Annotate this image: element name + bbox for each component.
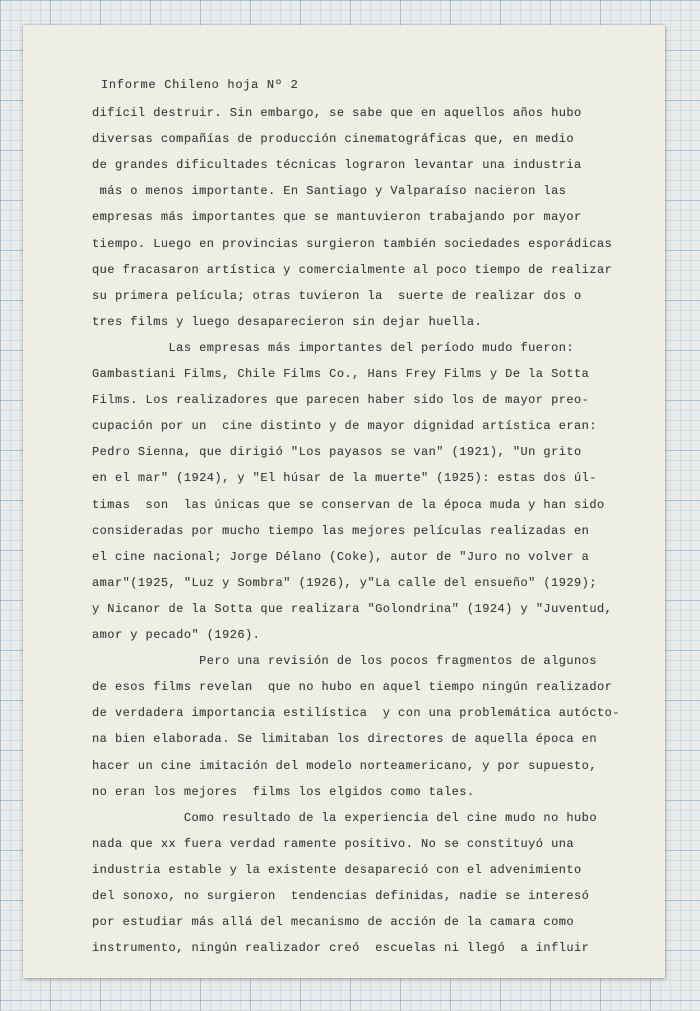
text-line: Pero una revisión de los pocos fragmentos de algunos	[92, 654, 597, 669]
page-header: Informe Chileno hoja Nº 2	[101, 78, 299, 92]
text-line: difícil destruir. Sin embargo, se sabe que en aquellos años hubo	[92, 106, 582, 120]
text-line: cupación por un cine distinto y de mayor dignidad artística eran:	[92, 419, 597, 434]
text-line: diversas compañías de producción cinematográficas que, en medio	[92, 132, 575, 147]
text-line: más o menos importante. En Santiago y Valparaíso nacieron las	[92, 184, 567, 199]
text-line: industria estable y la existente desapareció con el advenimiento	[92, 862, 582, 877]
text-line: su primera película; otras tuvieron la suerte de realizar dos o	[92, 288, 582, 303]
text-line: de grandes dificultades técnicas lograron levantar una industria	[92, 158, 582, 173]
text-line: que fracasaron artística y comercialmente al poco tiempo de realizar	[92, 262, 613, 277]
text-line: consideradas por mucho tiempo las mejores películas realizadas en	[92, 523, 590, 538]
text-line: amor y pecado" (1926).	[92, 628, 261, 642]
text-line: na bien elaborada. Se limitaban los directores de aquella época en	[92, 732, 597, 747]
text-line: hacer un cine imitación del modelo norteamericano, y por supuesto,	[92, 758, 597, 773]
text-line: y Nicanor de la Sotta que realizara "Golondrina" (1924) y "Juventud,	[92, 601, 613, 616]
text-line: Films. Los realizadores que parecen haber sido los de mayor preo-	[92, 393, 590, 408]
text-line: no eran los mejores films los elgidos como tales.	[92, 784, 475, 799]
text-line: en el mar" (1924), y "El húsar de la muerte" (1925): estas dos úl-	[92, 471, 597, 486]
text-line: timas son las únicas que se conservan de la época muda y han sido	[92, 497, 605, 512]
text-line: por estudiar más allá del mecanismo de acción de la camara como	[92, 915, 575, 930]
text-line: de esos films revelan que no hubo en aquel tiempo ningún realizador	[92, 680, 613, 695]
text-line: empresas más importantes que se mantuvieron trabajando por mayor	[92, 210, 582, 225]
text-line: Como resultado de la experiencia del cine mudo no hubo	[92, 810, 597, 825]
text-line: tres films y luego desaparecieron sin dejar huella.	[92, 314, 483, 329]
text-line: amar"(1925, "Luz y Sombra" (1926), y"La calle del ensueño" (1929);	[92, 575, 597, 590]
text-line: Gambastiani Films, Chile Films Co., Hans Frey Films y De la Sotta	[92, 367, 590, 381]
text-line: de verdadera importancia estilística y con una problemática autócto-	[92, 706, 620, 721]
text-line: nada que xx fuera verdad ramente positivo. No se constituyó una	[92, 836, 575, 851]
text-line: Las empresas más importantes del período mudo fueron:	[92, 340, 575, 355]
text-line: el cine nacional; Jorge Délano (Coke), autor de "Juro no volver a	[92, 549, 590, 564]
text-line: Pedro Sienna, que dirigió "Los payasos se van" (1921), "Un grito	[92, 445, 582, 460]
text-line: del sonoxo, no surgieron tendencias definidas, nadie se interesó	[92, 889, 590, 903]
typewritten-page	[23, 25, 665, 978]
text-line: instrumento, ningún realizador creó escuelas ni llegó a influir	[92, 941, 590, 956]
text-line: tiempo. Luego en provincias surgieron también sociedades esporádicas	[92, 236, 613, 251]
